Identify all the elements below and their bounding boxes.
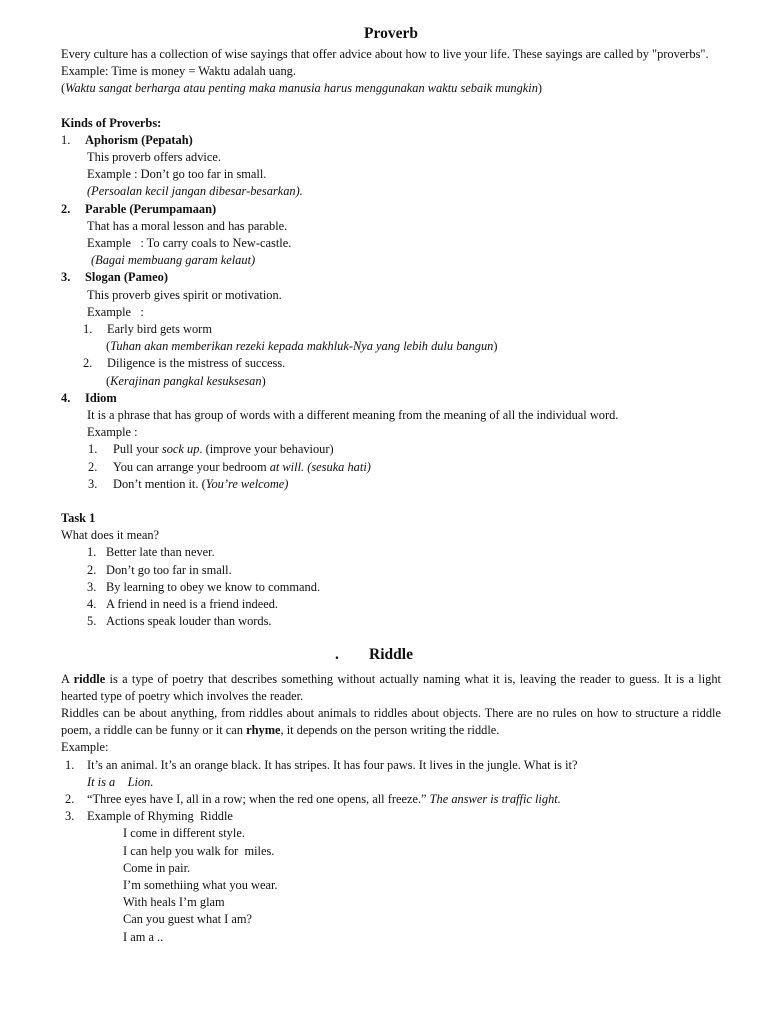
- idiom-emphasis: at will.: [269, 459, 305, 474]
- kind-name: Parable (Perumpamaan): [85, 201, 217, 216]
- list-number: 3.: [65, 809, 75, 824]
- list-number: 1.: [83, 322, 93, 337]
- idiom-pre: You can arrange your bedroom: [113, 459, 270, 474]
- poem-line: I am a ..: [123, 929, 164, 944]
- spacer: [61, 98, 721, 115]
- list-number: 4.: [61, 390, 71, 405]
- riddle-description: [61, 705, 721, 739]
- kind-example: Example : To carry coals to New-castle.: [87, 236, 292, 251]
- list-number: 2.: [83, 356, 93, 371]
- translation-text: Kerajinan pangkal kesuksesan: [110, 373, 262, 388]
- riddle-text: , it depends on the person writing the riddle.: [280, 723, 500, 738]
- slogan-translation: (Kerajinan pangkal kesuksesan): [106, 373, 266, 388]
- idiom-item: [61, 441, 721, 458]
- kind-parable: [61, 201, 721, 218]
- spacer: [61, 493, 721, 510]
- slogan-item: [61, 355, 721, 372]
- proverb-title: Proverb: [364, 25, 418, 42]
- task-item: [61, 596, 721, 613]
- riddle-answer-text: The answer is traffic light.: [429, 791, 561, 806]
- riddle-answer-text: It is a Lion.: [87, 774, 154, 789]
- kind-name: Idiom: [85, 390, 117, 405]
- list-number: 5.: [87, 614, 97, 629]
- proverb-intro: Every culture has a collection of wise sayings that offer advice about how to live your life. These sayings are called by "proverbs".: [61, 47, 709, 61]
- riddle-answer: [61, 774, 721, 791]
- task-title: Task 1: [61, 511, 96, 526]
- list-number: 3.: [88, 476, 98, 491]
- idiom-emphasis: You’re welcome): [205, 476, 289, 491]
- riddle-poem: [61, 825, 721, 945]
- poem-line: I can help you walk for miles.: [123, 843, 275, 858]
- idiom-item: [61, 459, 721, 476]
- kind-desc: That has a moral lesson and has parable.: [87, 218, 288, 233]
- kind-example: Example :: [87, 425, 138, 440]
- riddle-text: Riddles can be about anything, from riddles about animals to riddles about objects. There are no rules on how to structure a riddle poem, a riddle can be funny or it can: [61, 705, 721, 738]
- task-text: A friend in need is a friend indeed.: [106, 597, 279, 612]
- kind-example: Example :: [87, 304, 144, 319]
- idiom-emphasis: sock up: [161, 442, 200, 457]
- translation-text: (Persoalan kecil jangan dibesar-besarkan).: [87, 184, 303, 199]
- proverb-example: Example: Time is money = Waktu adalah uang.: [61, 64, 296, 79]
- list-number: 3.: [61, 270, 71, 285]
- list-number: 2.: [65, 791, 75, 806]
- riddle-example-2: [61, 791, 721, 808]
- kind-desc: This proverb gives spirit or motivation.: [87, 287, 282, 302]
- proverb-example-translation: (Waktu sangat berharga atau penting maka manusia harus menggunakan waktu sebaik mungkin): [61, 81, 543, 96]
- riddle-example-1: [61, 757, 721, 774]
- list-number: 1.: [61, 132, 71, 147]
- list-number: 2.: [87, 562, 97, 577]
- poem-line: Come in pair.: [123, 860, 191, 875]
- translation-text: Waktu sangat berharga atau penting maka manusia harus menggunakan waktu sebaik mungkin: [65, 81, 538, 96]
- list-number: 2.: [61, 201, 71, 216]
- task-item: [61, 562, 721, 579]
- spacer: [61, 631, 721, 641]
- list-number: 1.: [88, 442, 98, 457]
- riddle-text: A: [61, 671, 74, 686]
- kinds-heading: Kinds of Proverbs:: [61, 115, 162, 130]
- task-question: What does it mean?: [61, 528, 160, 543]
- riddle-heading: [61, 645, 721, 665]
- task-item: [61, 613, 721, 630]
- idiom-pre: Pull your: [113, 442, 162, 457]
- slogan-item: [61, 321, 721, 338]
- riddle-term: riddle: [73, 671, 106, 686]
- task-item: [61, 544, 721, 561]
- kind-example: Example : Don’t go too far in small.: [87, 167, 267, 182]
- kind-aphorism: [61, 132, 721, 149]
- riddle-example-3: [61, 808, 721, 825]
- list-number: 3.: [87, 579, 97, 594]
- riddle-example-text: Example of Rhyming Riddle: [87, 809, 233, 824]
- translation-text: Tuhan akan memberikan rezeki kepada makhluk-Nya yang lebih dulu bangun: [110, 339, 494, 354]
- idiom-pre: Don’t mention it. (: [113, 476, 206, 491]
- riddle-definition: [61, 671, 721, 705]
- idiom-post: (sesuka hati): [304, 459, 371, 474]
- riddle-term: rhyme: [246, 723, 281, 738]
- slogan-text: Early bird gets worm: [107, 322, 212, 337]
- task-text: Actions speak louder than words.: [106, 614, 272, 629]
- kind-desc: This proverb offers advice.: [87, 150, 221, 165]
- poem-line: With heals I’m glam: [123, 895, 225, 910]
- kind-desc: It is a phrase that has group of words with a different meaning from the meaning of all the individual word.: [87, 408, 619, 423]
- kind-translation: [61, 252, 721, 269]
- riddle-text: is a type of poetry that describes something without actually naming what it is, leaving the reader to guess. It is a light hearted type of poetry which involves the reader.: [61, 671, 721, 703]
- task-text: Better late than never.: [106, 545, 215, 560]
- task-text: Don’t go too far in small.: [106, 562, 232, 577]
- task-text: By learning to obey we know to command.: [106, 579, 321, 594]
- document-page: [61, 24, 721, 946]
- task-item: [61, 579, 721, 596]
- heading-bullet: .: [335, 645, 339, 663]
- idiom-item: [61, 476, 721, 493]
- kind-slogan: [61, 269, 721, 286]
- translation-text: (Bagai membuang garam kelaut): [91, 253, 256, 268]
- poem-line: Can you guest what I am?: [123, 912, 253, 927]
- idiom-post: . (improve your behaviour): [199, 442, 334, 457]
- kind-name: Aphorism (Pepatah): [85, 132, 193, 147]
- poem-line: I come in different style.: [123, 826, 245, 841]
- kind-name: Slogan (Pameo): [85, 270, 168, 285]
- list-number: 4.: [87, 597, 97, 612]
- kind-idiom: [61, 390, 721, 407]
- riddle-example-text: “Three eyes have I, all in a row; when the red one opens, all freeze.”: [87, 791, 430, 806]
- list-number: 2.: [88, 459, 98, 474]
- slogan-text: Diligence is the mistress of success.: [107, 356, 286, 371]
- list-number: 1.: [87, 545, 97, 560]
- riddle-example-text: It’s an animal. It’s an orange black. It has stripes. It has four paws. It lives in the jungle. What is it?: [87, 757, 578, 772]
- kind-translation: [61, 183, 721, 200]
- slogan-translation: (Tuhan akan memberikan rezeki kepada makhluk-Nya yang lebih dulu bangun): [106, 339, 498, 354]
- list-number: 1.: [65, 757, 75, 772]
- poem-line: I’m somethiing what you wear.: [123, 877, 278, 892]
- riddle-example-label: Example:: [61, 740, 109, 755]
- riddle-title: Riddle: [369, 645, 413, 663]
